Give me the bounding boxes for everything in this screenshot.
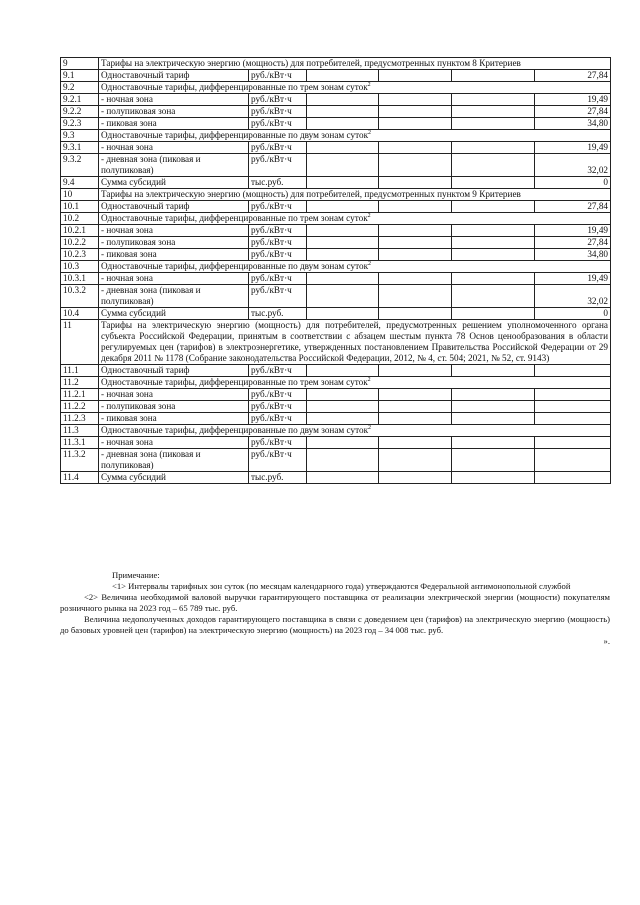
row-label: - полупиковая зона — [99, 106, 249, 118]
row-unit: тыс.руб. — [249, 472, 307, 484]
empty-cell — [379, 118, 452, 130]
row-number: 10.4 — [61, 308, 99, 320]
row-value — [535, 437, 611, 449]
section-header-row — [61, 377, 611, 389]
empty-cell — [379, 413, 452, 425]
empty-cell — [379, 154, 452, 177]
row-value — [535, 413, 611, 425]
row-value: 0 — [535, 308, 611, 320]
row-unit: руб./кВт·ч — [249, 118, 307, 130]
row-value — [535, 365, 611, 377]
section-header-row — [61, 130, 611, 142]
empty-cell — [452, 201, 535, 213]
empty-cell — [379, 142, 452, 154]
row-value: 19,49 — [535, 225, 611, 237]
row-number: 10.2.1 — [61, 225, 99, 237]
empty-cell — [307, 413, 379, 425]
row-label: Одноставочный тариф — [99, 201, 249, 213]
row-number: 10 — [61, 189, 99, 201]
row-value — [535, 472, 611, 484]
section-title-text: Одноставочные тарифы, дифференцированные по трем зонам суток — [101, 377, 368, 387]
table-row — [61, 154, 611, 177]
empty-cell — [452, 177, 535, 189]
empty-cell — [307, 389, 379, 401]
section-title-text: Тарифы на электрическую энергию (мощность) для потребителей, предусмотренных пунктом 8 Критериев — [101, 58, 521, 68]
row-number: 9.2.2 — [61, 106, 99, 118]
row-label: - ночная зона — [99, 273, 249, 285]
row-number: 10.2 — [61, 213, 99, 225]
row-unit: руб./кВт·ч — [249, 70, 307, 82]
table-row — [61, 472, 611, 484]
row-number: 9.4 — [61, 177, 99, 189]
row-unit: руб./кВт·ч — [249, 437, 307, 449]
row-number: 9.3 — [61, 130, 99, 142]
row-label: - дневная зона (пиковая и полупиковая) — [99, 449, 249, 472]
tariff-table — [60, 57, 611, 484]
empty-cell — [452, 437, 535, 449]
table-row — [61, 273, 611, 285]
row-unit: руб./кВт·ч — [249, 237, 307, 249]
empty-cell — [307, 437, 379, 449]
section-title — [99, 425, 611, 437]
section-title-text: Одноставочные тарифы, дифференцированные по двум зонам суток — [101, 261, 369, 271]
row-value: 32,02 — [535, 154, 611, 177]
row-unit: руб./кВт·ч — [249, 449, 307, 472]
row-number: 9.1 — [61, 70, 99, 82]
row-label: - ночная зона — [99, 437, 249, 449]
row-label: - ночная зона — [99, 225, 249, 237]
table-row — [61, 142, 611, 154]
section-header-row — [61, 82, 611, 94]
row-number: 11.3 — [61, 425, 99, 437]
empty-cell — [379, 285, 452, 308]
section-header-row — [61, 320, 611, 365]
section-title-text: Одноставочные тарифы, дифференцированные по трем зонам суток — [101, 213, 368, 223]
empty-cell — [452, 106, 535, 118]
section-header-row — [61, 213, 611, 225]
empty-cell — [379, 177, 452, 189]
empty-cell — [452, 285, 535, 308]
closing-quote: ». — [603, 636, 610, 646]
row-value — [535, 449, 611, 472]
row-unit: руб./кВт·ч — [249, 249, 307, 261]
empty-cell — [379, 365, 452, 377]
empty-cell — [379, 249, 452, 261]
row-unit: руб./кВт·ч — [249, 154, 307, 177]
empty-cell — [452, 273, 535, 285]
row-label: Сумма субсидий — [99, 472, 249, 484]
section-title — [99, 130, 611, 142]
footnote-ref: 2 — [368, 424, 372, 431]
empty-cell — [307, 365, 379, 377]
empty-cell — [452, 365, 535, 377]
table-row — [61, 70, 611, 82]
row-label: - дневная зона (пиковая и полупиковая) — [99, 154, 249, 177]
empty-cell — [379, 472, 452, 484]
row-number: 10.2.3 — [61, 249, 99, 261]
row-unit: тыс.руб. — [249, 308, 307, 320]
empty-cell — [307, 449, 379, 472]
empty-cell — [307, 106, 379, 118]
row-value: 19,49 — [535, 142, 611, 154]
row-number: 10.3 — [61, 261, 99, 273]
footnote-ref: 2 — [367, 376, 371, 383]
empty-cell — [307, 285, 379, 308]
row-label: - полупиковая зона — [99, 401, 249, 413]
table-row — [61, 285, 611, 308]
row-unit: руб./кВт·ч — [249, 142, 307, 154]
empty-cell — [452, 413, 535, 425]
footnote-ref: 2 — [367, 81, 371, 88]
row-number: 9.3.2 — [61, 154, 99, 177]
row-number: 11.2 — [61, 377, 99, 389]
row-unit: руб./кВт·ч — [249, 106, 307, 118]
row-number: 11.4 — [61, 472, 99, 484]
row-value: 19,49 — [535, 94, 611, 106]
empty-cell — [452, 70, 535, 82]
empty-cell — [307, 118, 379, 130]
section-title-text: Одноставочные тарифы, дифференцированные по двум зонам суток — [101, 425, 369, 435]
row-value: 27,84 — [535, 201, 611, 213]
empty-cell — [307, 401, 379, 413]
row-number: 11.3.1 — [61, 437, 99, 449]
empty-cell — [379, 389, 452, 401]
empty-cell — [379, 225, 452, 237]
table-row — [61, 201, 611, 213]
empty-cell — [452, 401, 535, 413]
row-value: 27,84 — [535, 106, 611, 118]
empty-cell — [307, 273, 379, 285]
footnote-ref: 2 — [368, 129, 372, 136]
empty-cell — [452, 142, 535, 154]
table-row — [61, 308, 611, 320]
row-value: 27,84 — [535, 237, 611, 249]
empty-cell — [307, 70, 379, 82]
empty-cell — [452, 94, 535, 106]
row-value — [535, 401, 611, 413]
table-row — [61, 401, 611, 413]
row-unit: тыс.руб. — [249, 177, 307, 189]
row-value: 0 — [535, 177, 611, 189]
row-label: - дневная зона (пиковая и полупиковая) — [99, 285, 249, 308]
section-title — [99, 261, 611, 273]
row-value — [535, 389, 611, 401]
row-unit: руб./кВт·ч — [249, 273, 307, 285]
row-value: 32,02 — [535, 285, 611, 308]
empty-cell — [307, 94, 379, 106]
note-2: <2> Величина необходимой валовой выручки гарантирующего поставщика от реализации электрической энергии (мощности) покупателям розничного рынка на 2023 год – 65 789 тыс. руб. — [60, 592, 610, 613]
row-number: 11.2.1 — [61, 389, 99, 401]
row-unit: руб./кВт·ч — [249, 365, 307, 377]
row-value: 27,84 — [535, 70, 611, 82]
empty-cell — [452, 118, 535, 130]
empty-cell — [379, 237, 452, 249]
empty-cell — [452, 154, 535, 177]
empty-cell — [379, 308, 452, 320]
empty-cell — [379, 201, 452, 213]
empty-cell — [379, 449, 452, 472]
tariff-table-body — [61, 58, 611, 484]
row-number: 10.3.2 — [61, 285, 99, 308]
empty-cell — [379, 401, 452, 413]
table-row — [61, 449, 611, 472]
empty-cell — [452, 449, 535, 472]
row-number: 9.3.1 — [61, 142, 99, 154]
row-label: Одноставочный тариф — [99, 70, 249, 82]
empty-cell — [452, 389, 535, 401]
row-label: Одноставочный тариф — [99, 365, 249, 377]
row-label: - ночная зона — [99, 142, 249, 154]
row-number: 10.1 — [61, 201, 99, 213]
empty-cell — [307, 225, 379, 237]
table-row — [61, 177, 611, 189]
notes-block — [60, 570, 610, 647]
empty-cell — [379, 273, 452, 285]
row-number: 9.2.3 — [61, 118, 99, 130]
empty-cell — [452, 225, 535, 237]
empty-cell — [307, 154, 379, 177]
row-number: 9.2.1 — [61, 94, 99, 106]
empty-cell — [307, 472, 379, 484]
row-unit: руб./кВт·ч — [249, 225, 307, 237]
section-title — [99, 377, 611, 389]
row-number: 10.2.2 — [61, 237, 99, 249]
footnote-ref: 2 — [368, 260, 372, 267]
row-number: 9.2 — [61, 82, 99, 94]
section-title — [99, 213, 611, 225]
table-row — [61, 413, 611, 425]
footnote-ref: 2 — [367, 212, 371, 219]
row-label: - ночная зона — [99, 389, 249, 401]
row-number: 11.3.2 — [61, 449, 99, 472]
empty-cell — [307, 177, 379, 189]
section-title-text: Одноставочные тарифы, дифференцированные по двум зонам суток — [101, 130, 369, 140]
empty-cell — [379, 70, 452, 82]
table-row — [61, 437, 611, 449]
empty-cell — [307, 142, 379, 154]
section-title-text: Одноставочные тарифы, дифференцированные по трем зонам суток — [101, 82, 368, 92]
row-label: - пиковая зона — [99, 249, 249, 261]
row-unit: руб./кВт·ч — [249, 389, 307, 401]
row-number: 9 — [61, 58, 99, 70]
table-row — [61, 249, 611, 261]
section-title-text: Тарифы на электрическую энергию (мощность) для потребителей, предусмотренных пунктом 9 Критериев — [101, 189, 521, 199]
empty-cell — [307, 249, 379, 261]
section-title-text: Тарифы на электрическую энергию (мощность) для потребителей, предусмотренных решением уполномоченного органа субъекта Российской Федерации, принятым в соответствии с абзацем шестым пункта 78 Основ ценообразования в области регулируемых цен (тарифов) в электроэнергетике, утвержденных постановлением Правительства Российской Федерации от 29 декабря 2011 № 1178 (Собрание законодательства Российской Федерации, 2012, № 4, ст. 504; 2021, № 52, ст. 9143) — [101, 320, 608, 363]
empty-cell — [307, 308, 379, 320]
section-header-row — [61, 261, 611, 273]
table-row — [61, 389, 611, 401]
row-value: 34,80 — [535, 118, 611, 130]
row-number: 11.2.3 — [61, 413, 99, 425]
row-unit: руб./кВт·ч — [249, 413, 307, 425]
row-label: Сумма субсидий — [99, 308, 249, 320]
row-number: 11.2.2 — [61, 401, 99, 413]
table-row — [61, 94, 611, 106]
empty-cell — [307, 237, 379, 249]
row-number: 10.3.1 — [61, 273, 99, 285]
row-unit: руб./кВт·ч — [249, 201, 307, 213]
row-value: 19,49 — [535, 273, 611, 285]
row-number: 11 — [61, 320, 99, 365]
table-row — [61, 118, 611, 130]
table-row — [61, 365, 611, 377]
row-value: 34,80 — [535, 249, 611, 261]
row-label: - полупиковая зона — [99, 237, 249, 249]
empty-cell — [452, 237, 535, 249]
row-label: - пиковая зона — [99, 413, 249, 425]
table-row — [61, 237, 611, 249]
row-label: - пиковая зона — [99, 118, 249, 130]
note-1: <1> Интервалы тарифных зон суток (по месяцам календарного года) утверждаются Федеральной антимонопольной службой — [112, 581, 571, 591]
empty-cell — [307, 201, 379, 213]
section-title — [99, 82, 611, 94]
row-unit: руб./кВт·ч — [249, 94, 307, 106]
row-unit: руб./кВт·ч — [249, 285, 307, 308]
row-number: 11.1 — [61, 365, 99, 377]
row-label: Сумма субсидий — [99, 177, 249, 189]
section-header-row — [61, 425, 611, 437]
section-header-row — [61, 58, 611, 70]
section-title — [99, 320, 611, 365]
empty-cell — [379, 94, 452, 106]
note-3: Величина недополученных доходов гарантирующего поставщика в связи с доведением цен (тарифов) на электрическую энергию (мощность) до базовых уровней цен (тарифов) на электрическую энергию (мощность) на 2023 год – 34 008 тыс. руб. — [60, 614, 610, 635]
table-row — [61, 106, 611, 118]
empty-cell — [452, 308, 535, 320]
empty-cell — [452, 472, 535, 484]
table-row — [61, 225, 611, 237]
empty-cell — [379, 437, 452, 449]
notes-heading: Примечание: — [112, 570, 160, 580]
row-label: - ночная зона — [99, 94, 249, 106]
section-title — [99, 58, 611, 70]
empty-cell — [452, 249, 535, 261]
section-header-row — [61, 189, 611, 201]
row-unit: руб./кВт·ч — [249, 401, 307, 413]
empty-cell — [379, 106, 452, 118]
section-title — [99, 189, 611, 201]
